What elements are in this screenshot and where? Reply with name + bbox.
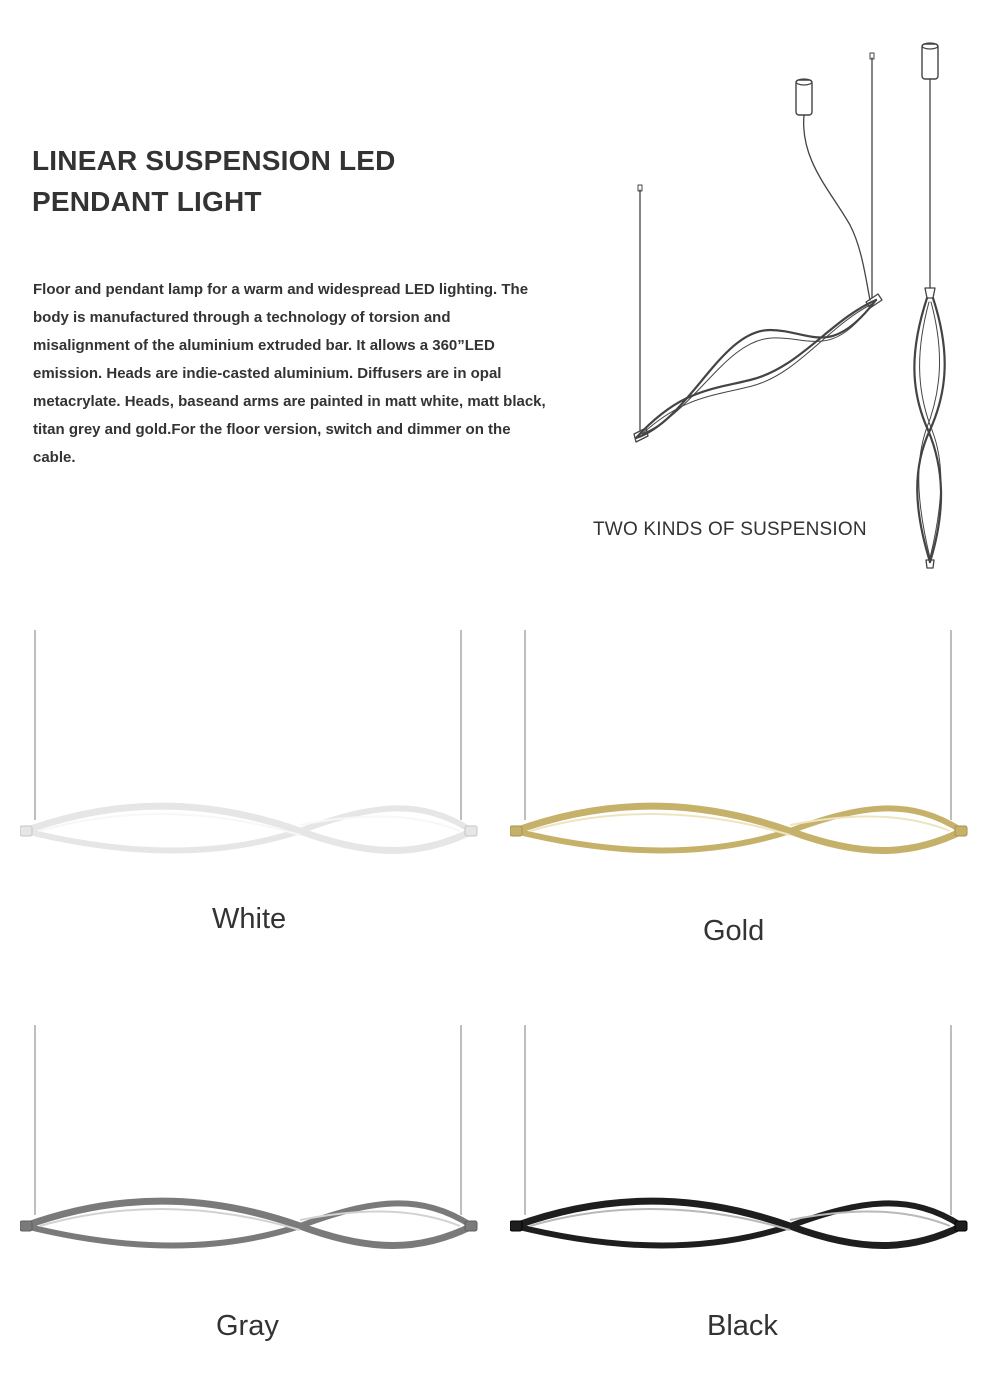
sketch-lamp-vertical-cap-top <box>925 288 935 298</box>
product-title-line-1: LINEAR SUSPENSION LED <box>32 145 396 176</box>
variant-gray <box>20 1020 510 1342</box>
lamp-gray-image <box>20 1020 510 1280</box>
variant-label-gold: Gold <box>703 915 765 947</box>
suspension-sketch-illustration <box>600 30 990 590</box>
variant-label-white: White <box>212 903 287 935</box>
sketch-lamp-diagonal-strand-b <box>636 300 876 438</box>
product-title-line-2: PENDANT LIGHT <box>32 186 262 217</box>
lamp-black-image <box>510 1020 1000 1280</box>
sketch-cable-curved <box>804 115 870 300</box>
lamp-white-image <box>20 625 510 885</box>
variant-white <box>20 625 510 935</box>
variant-label-black: Black <box>707 1310 778 1342</box>
variant-black <box>510 1020 1000 1342</box>
product-description: Floor and pendant lamp for a warm and widespread LED lighting. The body is manufactured through a technology of torsion and misalignment of the aluminium extruded bar. It allows a 360”LED emission. Heads are indie-casted aluminium. Diffusers are in opal metacrylate. Heads, baseand arms are painted in matt white, matt black, titan grey and gold.For the floor version, switch and dimmer on the cable. <box>33 281 546 466</box>
sketch-lamp-diagonal-strand-a <box>636 300 876 438</box>
variant-gold <box>510 625 1000 947</box>
sketch-caption: TWO KINDS OF SUSPENSION <box>593 519 867 540</box>
lamp-gold-image <box>510 625 1000 885</box>
product-title <box>32 140 552 222</box>
variant-label-gray: Gray <box>216 1310 279 1342</box>
